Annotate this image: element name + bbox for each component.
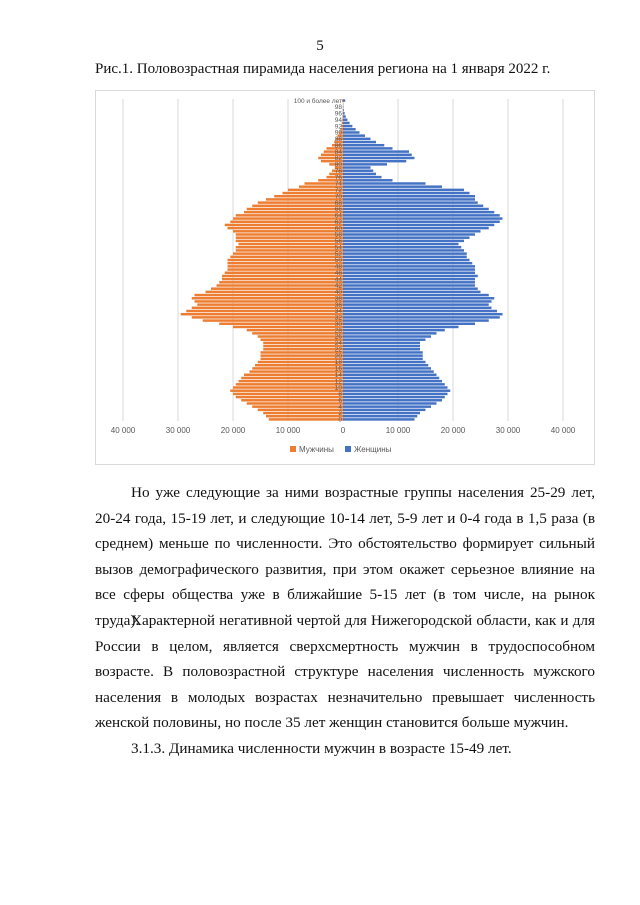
age-tick-label: 90 [334, 129, 342, 137]
age-tick-label: 12 [334, 378, 342, 386]
female-bar [343, 201, 478, 203]
female-bar [343, 361, 426, 363]
legend-male-swatch [290, 446, 296, 452]
female-bar [343, 409, 426, 411]
male-bar [258, 335, 343, 337]
female-bar [343, 173, 376, 175]
female-bar [343, 338, 426, 340]
female-bar [343, 303, 489, 305]
female-bar [343, 208, 489, 210]
age-tick-label: 50 [334, 257, 342, 265]
figure-caption: Рис.1. Половозрастная пирамида населения региона на 1 января 2022 г. [95, 61, 551, 77]
age-tick-label: 30 [334, 320, 342, 328]
female-bar [343, 268, 475, 270]
age-tick-label: 58 [334, 231, 342, 239]
x-tick-label: 0 [340, 426, 346, 435]
age-tick-label: 42 [334, 282, 342, 290]
female-bar [343, 364, 428, 366]
age-tick-label: 78 [334, 167, 342, 175]
male-bar [181, 313, 343, 315]
male-bar [217, 284, 344, 286]
female-bar [343, 287, 478, 289]
male-bar [252, 332, 343, 334]
male-bar [230, 220, 343, 222]
female-bar [343, 125, 352, 127]
age-tick-label: 16 [334, 365, 342, 373]
age-tick-label: 82 [334, 155, 342, 163]
age-tick-label: 98 [334, 104, 342, 112]
female-bar [343, 220, 500, 222]
male-bar [228, 259, 344, 261]
male-bar [230, 256, 343, 258]
age-tick-label: 28 [334, 327, 342, 335]
male-bar [261, 354, 344, 356]
male-bar [228, 262, 344, 264]
x-tick-label: 20 000 [440, 426, 466, 435]
x-tick-label: 40 000 [550, 426, 576, 435]
female-bar [343, 217, 503, 219]
female-bar [343, 249, 464, 251]
age-tick-label: 62 [334, 218, 342, 226]
female-bar [343, 150, 409, 152]
age-tick-label: 96 [334, 110, 342, 118]
male-bar [236, 246, 343, 248]
male-bar [203, 319, 343, 321]
legend-female-swatch [345, 446, 351, 452]
female-bar [343, 214, 500, 216]
male-bar [252, 205, 343, 207]
age-tick-label: 14 [334, 371, 342, 379]
male-bar [261, 358, 344, 360]
male-bar [236, 249, 343, 251]
female-bar [343, 112, 345, 114]
female-bar [343, 377, 439, 379]
paragraph-2: Характерной негативной чертой для Нижегородской области, как и для России в целом, является сверхсмертность мужчин в трудоспособном возрасте. В половозрастной структуре населения численность мужского населения в молодых возрастах незначительно превышает численность женской половины, но после 35 лет женщин становится больше мужчин. [95, 612, 595, 732]
female-bar [343, 335, 431, 337]
male-bar [228, 265, 344, 267]
female-bar [343, 99, 345, 101]
age-tick-label: 18 [334, 359, 342, 367]
age-tick-label: 92 [334, 123, 342, 131]
age-tick-label: 0 [338, 416, 342, 424]
female-bar [343, 342, 420, 344]
female-bar [343, 179, 393, 181]
female-bar [343, 291, 481, 293]
female-bar [343, 246, 461, 248]
male-bar [247, 329, 343, 331]
male-bar [239, 380, 344, 382]
age-tick-label: 22 [334, 346, 342, 354]
female-bar [343, 326, 459, 328]
male-bar [192, 297, 343, 299]
x-tick-label: 40 000 [110, 426, 136, 435]
male-bar [233, 326, 343, 328]
female-bar [343, 399, 442, 401]
female-bar [343, 319, 489, 321]
female-bar [343, 109, 344, 111]
male-bar [236, 396, 343, 398]
female-bar [343, 169, 373, 171]
age-tick-label: 10 [334, 384, 342, 392]
x-tick-label: 20 000 [220, 426, 246, 435]
male-bar [258, 361, 343, 363]
female-bar [343, 370, 434, 372]
male-bar [263, 342, 343, 344]
male-bar [244, 374, 343, 376]
female-bar [343, 415, 417, 417]
male-bar [252, 367, 343, 369]
female-bar [343, 405, 431, 407]
female-bar [343, 176, 382, 178]
male-bar [252, 405, 343, 407]
male-bar [219, 281, 343, 283]
female-bar [343, 316, 500, 318]
female-bar [343, 205, 483, 207]
male-bar [219, 323, 343, 325]
age-tick-label: 70 [334, 193, 342, 201]
female-bar [343, 115, 346, 117]
female-bar [343, 154, 412, 156]
male-bar [233, 217, 343, 219]
female-bar [343, 354, 423, 356]
paragraph-1: Но уже следующие за ними возрастные группы населения 25-29 лет, 20-24 года, 15-19 лет, и следующие 10-14 лет, 5-9 лет и 0-4 года в 1,5 раза (в среднем) меньше по численности. Это обстоятельство формирует сильный вызов демографического развития, при этом окажет серьезное влияние на все сферы общества уже в ближайшие 5-15 лет (в том числе, на рынок труда). [95, 484, 595, 629]
age-tick-label: 44 [334, 276, 342, 284]
female-bar [343, 402, 437, 404]
male-bar [236, 214, 343, 216]
female-bar [343, 265, 475, 267]
x-tick-label: 30 000 [495, 426, 521, 435]
age-tick-label: 26 [334, 333, 342, 341]
age-tick-label: 60 [334, 225, 342, 233]
female-bar [343, 182, 426, 184]
male-bar [236, 383, 343, 385]
female-bar [343, 243, 459, 245]
age-tick-label: 72 [334, 187, 342, 195]
male-bar [236, 233, 343, 235]
population-pyramid-chart [95, 90, 595, 465]
male-bar [255, 364, 343, 366]
male-bar [225, 272, 343, 274]
age-tick-label: 80 [334, 161, 342, 169]
age-tick-label: 100 и более лет [293, 97, 342, 105]
male-bar [228, 227, 344, 229]
female-bar [343, 144, 384, 146]
legend-male-label: Мужчины [299, 445, 334, 454]
male-bar [269, 418, 343, 420]
female-bar [343, 185, 442, 187]
male-bar [266, 415, 343, 417]
male-bar [211, 287, 343, 289]
male-bar [342, 118, 343, 120]
male-bar [233, 252, 343, 254]
male-bar [266, 198, 343, 200]
female-bar [343, 262, 472, 264]
female-bar [343, 348, 420, 350]
male-bar [236, 236, 343, 238]
age-tick-label: 56 [334, 238, 342, 246]
female-bar [343, 307, 492, 309]
male-bar [206, 291, 344, 293]
age-tick-label: 20 [334, 352, 342, 360]
male-bar [263, 412, 343, 414]
female-bar [343, 160, 406, 162]
paragraph-3-heading: 3.1.3. Динамика численности мужчин в возрасте 15-49 лет. [131, 740, 512, 757]
chart-canvas [96, 91, 594, 464]
female-bar [343, 211, 494, 213]
male-bar [195, 300, 344, 302]
female-bar [343, 323, 475, 325]
female-bar [343, 281, 475, 283]
male-bar [186, 310, 343, 312]
male-bar [233, 230, 343, 232]
female-bar [343, 389, 450, 391]
age-tick-label: 88 [334, 136, 342, 144]
male-bar [258, 409, 343, 411]
male-bar [263, 348, 343, 350]
age-tick-label: 68 [334, 199, 342, 207]
male-bar [195, 294, 344, 296]
male-bar [342, 99, 343, 101]
male-bar [241, 399, 343, 401]
female-bar [343, 131, 360, 133]
female-bar [343, 147, 393, 149]
female-bar [343, 386, 448, 388]
age-tick-label: 66 [334, 206, 342, 214]
male-bar [261, 351, 344, 353]
female-bar [343, 412, 420, 414]
female-bar [343, 275, 478, 277]
male-bar [261, 338, 344, 340]
male-bar [230, 389, 343, 391]
female-bar [343, 189, 464, 191]
female-bar [343, 252, 467, 254]
male-bar [274, 195, 343, 197]
legend-female-label: Женщины [354, 445, 392, 454]
male-bar [250, 370, 344, 372]
male-bar [263, 345, 343, 347]
female-bar [343, 141, 376, 143]
female-bar [343, 233, 475, 235]
female-bar [343, 284, 475, 286]
female-bar [343, 313, 503, 315]
age-tick-label: 86 [334, 142, 342, 150]
female-bar [343, 163, 387, 165]
age-tick-label: 36 [334, 301, 342, 309]
male-bar [225, 224, 343, 226]
female-bar [343, 256, 467, 258]
female-bar [343, 134, 365, 136]
age-tick-label: 34 [334, 308, 342, 316]
female-bar [343, 128, 356, 130]
female-bar [343, 383, 445, 385]
female-bar [343, 224, 494, 226]
page-number: 5 [316, 38, 324, 54]
female-bar [343, 358, 423, 360]
age-tick-label: 4 [338, 403, 342, 411]
female-bar [343, 374, 437, 376]
male-bar [241, 377, 343, 379]
female-bar [343, 351, 423, 353]
age-tick-label: 84 [334, 148, 342, 156]
age-tick-label: 52 [334, 250, 342, 258]
age-tick-label: 8 [338, 391, 342, 399]
female-bar [343, 192, 470, 194]
male-bar [342, 115, 343, 117]
female-bar [343, 300, 492, 302]
female-bar [343, 278, 475, 280]
age-tick-label: 54 [334, 244, 342, 252]
female-bar [343, 118, 347, 120]
male-bar [197, 303, 343, 305]
male-bar [228, 268, 344, 270]
female-bar [343, 198, 475, 200]
female-bar [343, 236, 470, 238]
female-bar [343, 157, 415, 159]
female-bar [343, 272, 475, 274]
male-bar [247, 208, 343, 210]
male-bar [244, 211, 343, 213]
age-tick-label: 24 [334, 340, 342, 348]
male-bar [222, 275, 343, 277]
male-bar [233, 393, 343, 395]
female-bar [343, 166, 371, 168]
age-tick-label: 76 [334, 174, 342, 182]
male-bar [233, 386, 343, 388]
female-bar [343, 393, 448, 395]
age-tick-label: 32 [334, 314, 342, 322]
female-bar [343, 367, 431, 369]
female-bar [343, 259, 470, 261]
male-bar [258, 201, 343, 203]
female-bar [343, 294, 489, 296]
male-bar [192, 307, 343, 309]
age-tick-label: 74 [334, 180, 342, 188]
age-tick-label: 48 [334, 263, 342, 271]
male-bar [247, 402, 343, 404]
age-tick-label: 6 [338, 397, 342, 405]
age-tick-label: 64 [334, 212, 342, 220]
female-bar [343, 310, 497, 312]
age-tick-label: 94 [334, 116, 342, 124]
x-tick-label: 10 000 [275, 426, 301, 435]
female-bar [343, 122, 350, 124]
male-bar [222, 278, 343, 280]
age-tick-label: 38 [334, 295, 342, 303]
age-tick-label: 46 [334, 269, 342, 277]
x-tick-label: 10 000 [385, 426, 411, 435]
age-tick-label: 2 [338, 410, 342, 418]
female-bar [343, 418, 415, 420]
male-bar [239, 243, 344, 245]
female-bar [343, 240, 464, 242]
female-bar [343, 345, 420, 347]
female-bar [343, 138, 371, 140]
female-bar [343, 380, 442, 382]
female-bar [343, 329, 445, 331]
male-bar [192, 316, 343, 318]
x-tick-label: 30 000 [165, 426, 191, 435]
female-bar [343, 230, 481, 232]
female-bar [343, 332, 437, 334]
female-bar [343, 195, 475, 197]
age-tick-label: 40 [334, 289, 342, 297]
female-bar [343, 396, 445, 398]
male-bar [236, 240, 343, 242]
female-bar [343, 297, 494, 299]
female-bar [343, 227, 489, 229]
